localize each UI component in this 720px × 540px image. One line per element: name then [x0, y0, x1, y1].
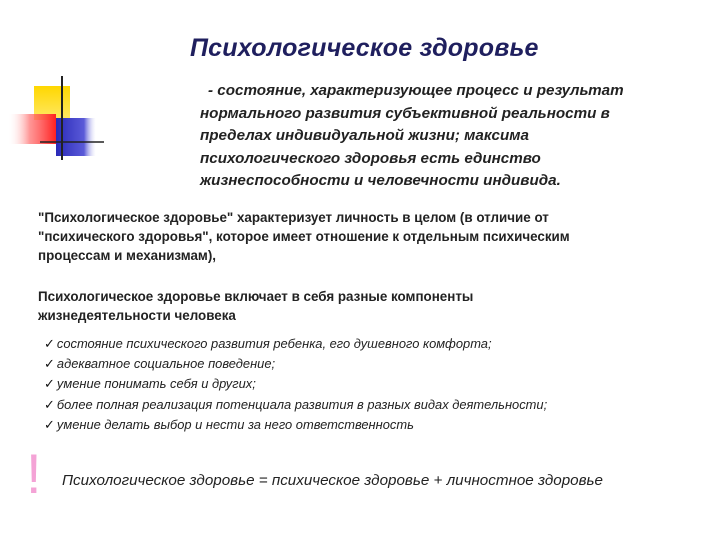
checkmark-icon: ✓ [44, 336, 55, 351]
checkmark-icon: ✓ [44, 396, 55, 412]
paragraph-components [38, 287, 473, 325]
components-list [44, 334, 547, 435]
paragraph-line: жизнедеятельности человека [38, 308, 236, 324]
definition-line: жизнеспособности и человечности индивида. [200, 172, 561, 189]
definition-line: нормального развития субъективной реальности в [200, 104, 610, 122]
paragraph-line: процессам и механизмам), [38, 248, 217, 264]
decorative-squares [0, 0, 110, 170]
red-square [8, 114, 56, 144]
paragraph-line: "психического здоровья", которое имеет отношение к отдельным психическим [38, 229, 570, 245]
definition-block [200, 80, 700, 193]
list-item-text: более полная реализация потенциала развития в разных видах деятельности; [56, 396, 548, 412]
paragraph-line: Психологическое здоровье включает в себя разные компоненты [38, 289, 474, 304]
list-item [44, 415, 547, 435]
list-item-text: умение делать выбор и нести за него ответственность [56, 416, 414, 432]
list-item-text: умение понимать себя и других; [56, 376, 256, 392]
paragraph-line: "Психологическое здоровье" характеризует личность в целом (в отличие от [38, 210, 549, 225]
paragraph-personality [38, 208, 570, 266]
list-item [44, 395, 547, 415]
slide-title: Психологическое здоровье [190, 34, 539, 62]
exclamation-icon: ! [26, 442, 42, 505]
formula-text: Психологическое здоровье = психическое здоровье + личностное здоровье [62, 472, 603, 489]
list-item [44, 374, 547, 394]
definition-line: - состояние, характеризующее процесс и результат [208, 82, 624, 99]
definition-line: психологического здоровья есть единство [200, 149, 541, 167]
checkmark-icon: ✓ [44, 356, 55, 372]
list-item-text: адекватное социальное поведение; [56, 356, 276, 372]
list-item-text: состояние психического развития ребенка, его душевного комфорта; [56, 336, 492, 351]
definition-line: пределах индивидуальной жизни; максима [200, 127, 529, 144]
checkmark-icon: ✓ [44, 376, 55, 392]
list-item [44, 334, 547, 354]
checkmark-icon: ✓ [44, 416, 55, 432]
list-item [44, 354, 547, 374]
